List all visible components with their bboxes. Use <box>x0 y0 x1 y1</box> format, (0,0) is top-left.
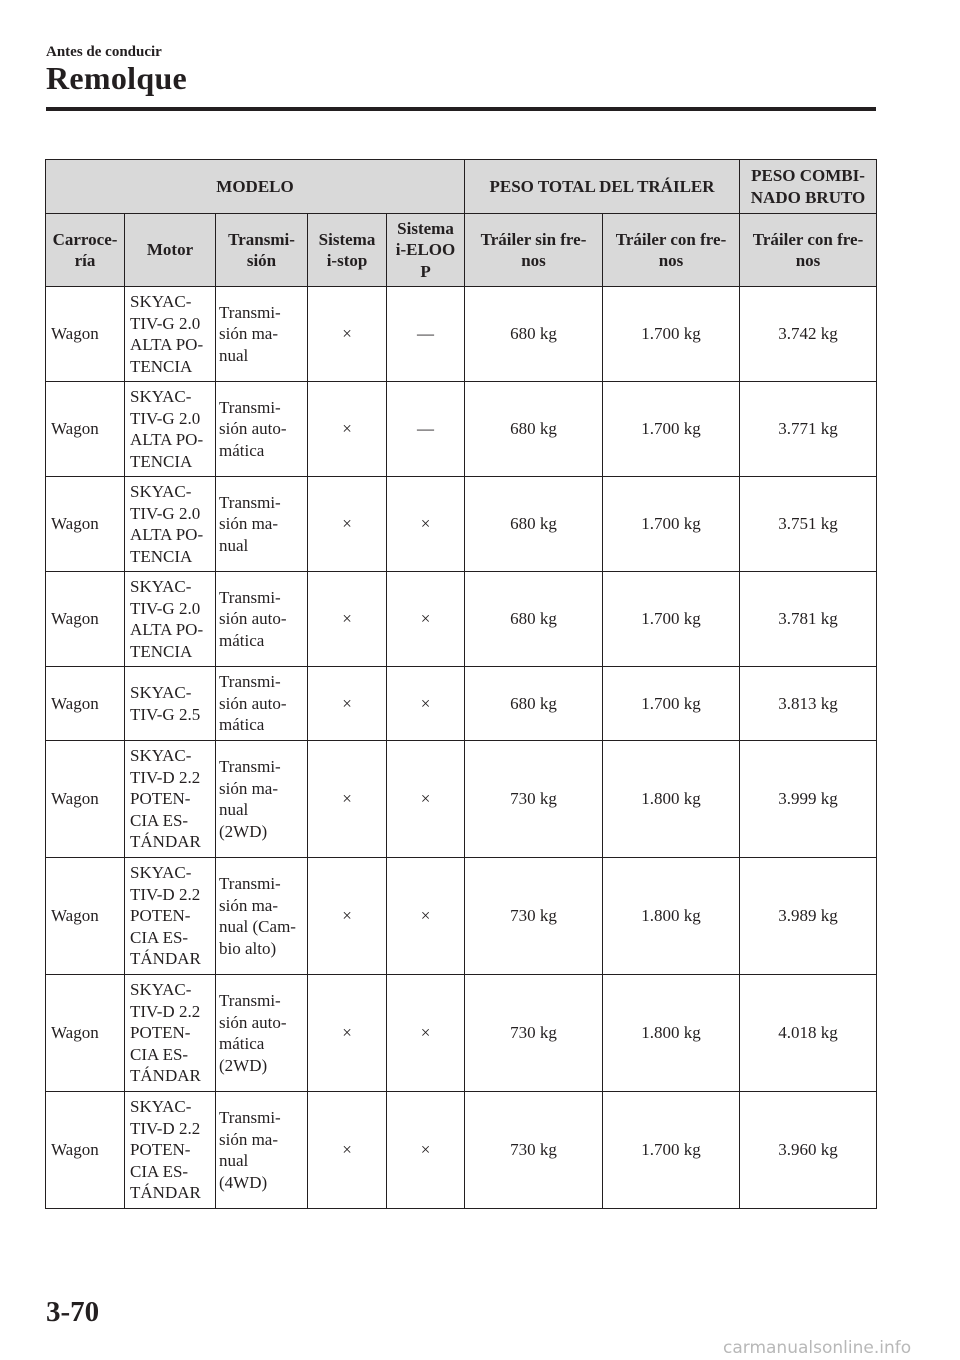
table-row <box>46 477 877 572</box>
column-header-peso-combinado: Tráiler con fre- nos <box>740 214 877 287</box>
cell-transmission: Transmi- sión auto- mática <box>216 382 308 477</box>
cell-braked: 1.800 kg <box>603 858 740 975</box>
column-header-carroceria: Carroce- ría <box>46 214 125 287</box>
table-row <box>46 382 877 477</box>
table-row <box>46 287 877 382</box>
cell-braked: 1.800 kg <box>603 741 740 858</box>
table-row <box>46 975 877 1092</box>
cell-transmission: Transmi- sión auto- mática (2WD) <box>216 975 308 1092</box>
column-header-trailer-sin-frenos: Tráiler sin fre- nos <box>465 214 603 287</box>
cell-combined: 4.018 kg <box>740 975 877 1092</box>
cell-engine: SKYAC- TIV-G 2.0 ALTA PO- TENCIA <box>125 477 216 572</box>
title-rule <box>46 107 876 111</box>
cell-body: Wagon <box>46 975 125 1092</box>
cell-istop: × <box>308 667 387 741</box>
cell-body: Wagon <box>46 1092 125 1209</box>
cell-unbraked: 680 kg <box>465 572 603 667</box>
column-header-transmision: Transmi- sión <box>216 214 308 287</box>
header-modelo: MODELO <box>46 160 465 214</box>
cell-ieloop: × <box>387 741 465 858</box>
cell-body: Wagon <box>46 287 125 382</box>
cell-engine: SKYAC- TIV-D 2.2 POTEN- CIA ES- TÁNDAR <box>125 741 216 858</box>
header-peso-total-trailer: PESO TOTAL DEL TRÁILER <box>465 160 740 214</box>
cell-combined: 3.751 kg <box>740 477 877 572</box>
table-group-header-row <box>46 160 877 214</box>
cell-engine: SKYAC- TIV-G 2.0 ALTA PO- TENCIA <box>125 287 216 382</box>
cell-transmission: Transmi- sión ma- nual <box>216 287 308 382</box>
cell-combined: 3.960 kg <box>740 1092 877 1209</box>
cell-body: Wagon <box>46 741 125 858</box>
cell-unbraked: 730 kg <box>465 858 603 975</box>
page-number: 3-70 <box>46 1296 100 1328</box>
cell-braked: 1.700 kg <box>603 477 740 572</box>
cell-transmission: Transmi- sión ma- nual <box>216 477 308 572</box>
cell-istop: × <box>308 858 387 975</box>
cell-ieloop: × <box>387 858 465 975</box>
table-column-header-row <box>46 214 877 287</box>
table-row <box>46 1092 877 1209</box>
cell-body: Wagon <box>46 477 125 572</box>
cell-combined: 3.999 kg <box>740 741 877 858</box>
cell-unbraked: 730 kg <box>465 975 603 1092</box>
cell-unbraked: 730 kg <box>465 741 603 858</box>
table-row <box>46 667 877 741</box>
watermark: carmanualsonline.info <box>723 1338 912 1358</box>
column-header-ieloop: Sistema i-ELOO P <box>387 214 465 287</box>
cell-engine: SKYAC- TIV-D 2.2 POTEN- CIA ES- TÁNDAR <box>125 975 216 1092</box>
cell-istop: × <box>308 1092 387 1209</box>
cell-ieloop: — <box>387 382 465 477</box>
cell-combined: 3.813 kg <box>740 667 877 741</box>
cell-ieloop: × <box>387 477 465 572</box>
cell-engine: SKYAC- TIV-G 2.0 ALTA PO- TENCIA <box>125 572 216 667</box>
cell-ieloop: × <box>387 1092 465 1209</box>
cell-unbraked: 680 kg <box>465 287 603 382</box>
towing-capacity-table <box>45 159 877 1209</box>
cell-body: Wagon <box>46 572 125 667</box>
column-header-istop: Sistema i-stop <box>308 214 387 287</box>
column-header-motor: Motor <box>125 214 216 287</box>
cell-body: Wagon <box>46 667 125 741</box>
cell-combined: 3.781 kg <box>740 572 877 667</box>
cell-transmission: Transmi- sión ma- nual (2WD) <box>216 741 308 858</box>
cell-combined: 3.742 kg <box>740 287 877 382</box>
cell-istop: × <box>308 975 387 1092</box>
cell-unbraked: 680 kg <box>465 382 603 477</box>
cell-braked: 1.700 kg <box>603 382 740 477</box>
cell-transmission: Transmi- sión ma- nual (Cam- bio alto) <box>216 858 308 975</box>
cell-ieloop: — <box>387 287 465 382</box>
table-row <box>46 858 877 975</box>
cell-istop: × <box>308 382 387 477</box>
header-peso-combinado-bruto: PESO COMBI- NADO BRUTO <box>740 160 877 214</box>
table-row <box>46 741 877 858</box>
cell-engine: SKYAC- TIV-G 2.5 <box>125 667 216 741</box>
column-header-trailer-con-frenos: Tráiler con fre- nos <box>603 214 740 287</box>
cell-ieloop: × <box>387 975 465 1092</box>
cell-engine: SKYAC- TIV-D 2.2 POTEN- CIA ES- TÁNDAR <box>125 1092 216 1209</box>
cell-body: Wagon <box>46 382 125 477</box>
cell-combined: 3.771 kg <box>740 382 877 477</box>
cell-braked: 1.700 kg <box>603 287 740 382</box>
cell-braked: 1.800 kg <box>603 975 740 1092</box>
page-title: Remolque <box>46 60 188 96</box>
cell-transmission: Transmi- sión auto- mática <box>216 667 308 741</box>
cell-unbraked: 680 kg <box>465 667 603 741</box>
cell-braked: 1.700 kg <box>603 1092 740 1209</box>
cell-ieloop: × <box>387 667 465 741</box>
cell-ieloop: × <box>387 572 465 667</box>
cell-istop: × <box>308 741 387 858</box>
cell-unbraked: 680 kg <box>465 477 603 572</box>
section-header: Antes de conducir <box>46 44 162 60</box>
cell-transmission: Transmi- sión auto- mática <box>216 572 308 667</box>
cell-istop: × <box>308 477 387 572</box>
cell-combined: 3.989 kg <box>740 858 877 975</box>
cell-engine: SKYAC- TIV-G 2.0 ALTA PO- TENCIA <box>125 382 216 477</box>
cell-istop: × <box>308 572 387 667</box>
cell-engine: SKYAC- TIV-D 2.2 POTEN- CIA ES- TÁNDAR <box>125 858 216 975</box>
cell-braked: 1.700 kg <box>603 667 740 741</box>
cell-transmission: Transmi- sión ma- nual (4WD) <box>216 1092 308 1209</box>
table-row <box>46 572 877 667</box>
cell-body: Wagon <box>46 858 125 975</box>
cell-istop: × <box>308 287 387 382</box>
cell-unbraked: 730 kg <box>465 1092 603 1209</box>
cell-braked: 1.700 kg <box>603 572 740 667</box>
